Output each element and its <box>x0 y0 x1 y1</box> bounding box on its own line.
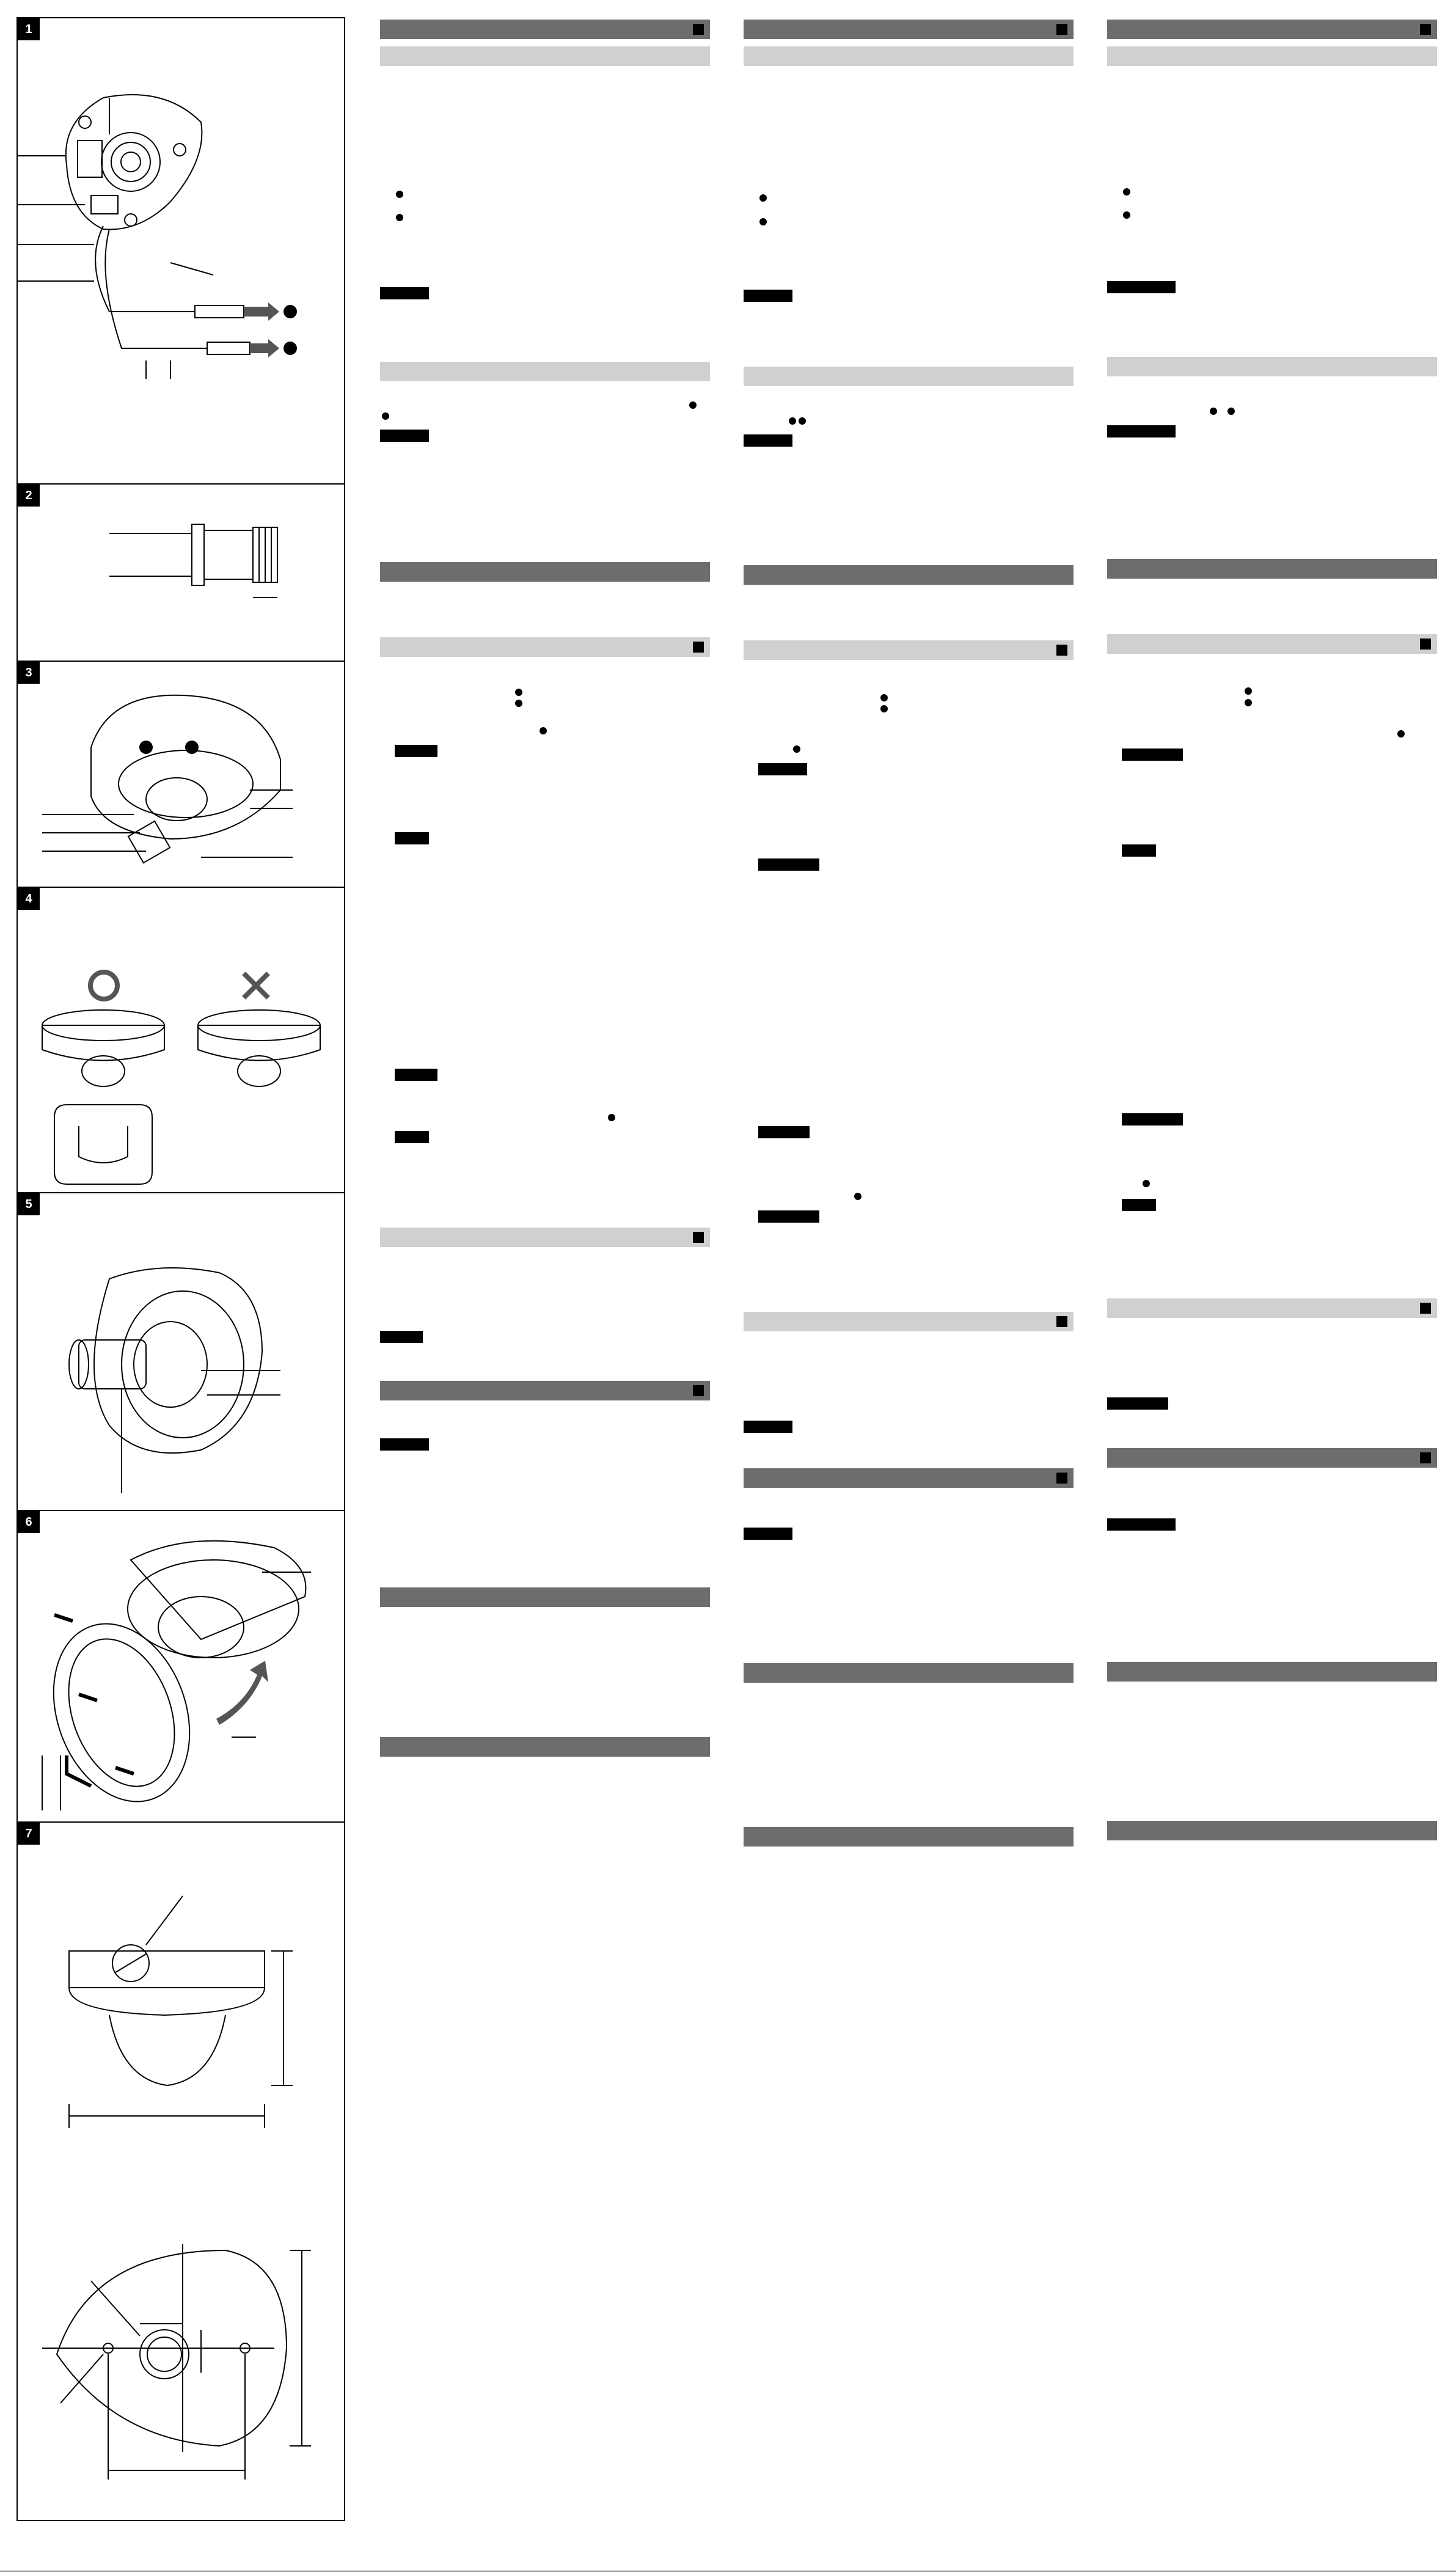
subsection-bar <box>380 637 710 657</box>
section-marker <box>1056 645 1067 656</box>
section-header-bar <box>1107 1821 1437 1840</box>
section-marker <box>1056 1316 1067 1327</box>
dimensions-drawing <box>18 1823 344 2520</box>
note-label <box>758 1210 819 1223</box>
figure-panel-3 <box>18 662 344 888</box>
note-label <box>1107 425 1176 437</box>
section-header-bar <box>380 1737 710 1757</box>
figure-number-6: 6 <box>18 1511 40 1533</box>
arrow-right-icon <box>250 339 279 357</box>
bullet <box>1397 730 1405 737</box>
section-marker <box>693 1232 704 1243</box>
subsection-bar <box>744 1312 1074 1331</box>
subsection-bar <box>380 1228 710 1247</box>
note-label <box>380 430 429 442</box>
note-label <box>1122 1199 1156 1211</box>
figure-number-3: 3 <box>18 662 40 684</box>
text-column-3 <box>1107 0 1437 1894</box>
bullet <box>1227 408 1235 415</box>
bullet <box>1123 211 1130 219</box>
bullet <box>382 412 389 420</box>
note-label <box>1122 748 1183 761</box>
cross-ng-icon <box>244 973 268 998</box>
section-header-bar <box>744 1468 1074 1488</box>
section-header-bar <box>744 20 1074 39</box>
lens-focus-drawing <box>18 1193 344 1511</box>
subsection-bar <box>744 367 1074 386</box>
note-label <box>758 763 807 775</box>
note-label <box>1122 1113 1183 1125</box>
bullet <box>1245 687 1252 695</box>
subsection-bar <box>1107 357 1437 376</box>
note-label <box>1122 844 1156 857</box>
bullet <box>608 1114 615 1121</box>
section-header-bar <box>744 1663 1074 1683</box>
subsection-bar <box>1107 634 1437 654</box>
bullet <box>880 705 888 712</box>
bullet <box>1245 699 1252 706</box>
section-header-bar <box>380 562 710 582</box>
text-column-2 <box>744 0 1074 1894</box>
section-marker <box>1420 24 1431 35</box>
note-label <box>380 1331 423 1343</box>
figure-number-1: 1 <box>18 18 40 40</box>
section-marker <box>1420 1452 1431 1463</box>
arrow-right-icon <box>244 302 279 321</box>
figure-column <box>16 17 345 2521</box>
section-header-bar <box>1107 20 1437 39</box>
camera-internal-adjustment-drawing <box>18 662 344 888</box>
note-label <box>744 434 792 447</box>
section-header-bar <box>380 20 710 39</box>
section-marker <box>693 642 704 653</box>
bullet <box>515 700 522 707</box>
note-label <box>758 1126 810 1138</box>
subsection-bar <box>1107 1298 1437 1318</box>
text-column-1 <box>380 0 710 1894</box>
subsection-bar <box>744 46 1074 66</box>
camera-rear-wiring-drawing <box>18 18 344 485</box>
bullet <box>759 218 767 225</box>
section-header-bar <box>744 565 1074 585</box>
figure-panel-5 <box>18 1193 344 1511</box>
section-marker <box>1056 24 1067 35</box>
note-label <box>1107 281 1176 293</box>
note-label <box>395 1069 437 1081</box>
figure-number-2: 2 <box>18 485 40 507</box>
note-label <box>395 1131 429 1143</box>
bullet <box>396 214 403 221</box>
section-header-bar <box>380 1381 710 1400</box>
section-header-bar <box>744 1827 1074 1846</box>
note-label <box>395 745 437 757</box>
section-header-bar <box>1107 1448 1437 1468</box>
bullet <box>1210 408 1217 415</box>
figure-number-4: 4 <box>18 888 40 910</box>
bullet <box>689 401 697 409</box>
mount-adapter-drawing <box>18 485 344 662</box>
page-bottom-rule <box>0 2571 1456 2572</box>
bullet <box>396 191 403 198</box>
bullet <box>854 1193 862 1200</box>
dome-cover-removal-drawing <box>18 1511 344 1823</box>
subsection-bar <box>380 362 710 381</box>
bullet <box>759 194 767 202</box>
note-label <box>758 858 819 871</box>
figure-panel-4 <box>18 888 344 1193</box>
figure-number-5: 5 <box>18 1193 40 1215</box>
note-label <box>380 1438 429 1451</box>
figure-panel-1 <box>18 18 344 485</box>
bullet <box>540 727 547 734</box>
section-header-bar <box>380 1587 710 1607</box>
bullet <box>1123 188 1130 196</box>
note-label <box>1107 1397 1168 1410</box>
bullet <box>515 689 522 696</box>
figure-panel-2 <box>18 485 344 662</box>
bullet <box>799 417 806 425</box>
section-header-bar <box>1107 559 1437 579</box>
note-label <box>744 290 792 302</box>
figure-panel-6 <box>18 1511 344 1823</box>
section-marker <box>1420 1303 1431 1314</box>
section-header-bar <box>1107 1662 1437 1682</box>
bullet <box>880 694 888 701</box>
bullet <box>1143 1180 1150 1187</box>
subsection-bar <box>744 640 1074 660</box>
circle-ok-icon <box>90 972 117 999</box>
section-marker <box>1056 1473 1067 1484</box>
section-marker <box>693 24 704 35</box>
note-label <box>395 832 429 844</box>
figure-number-7: 7 <box>18 1823 40 1845</box>
figure-panel-7 <box>18 1823 344 2520</box>
note-label <box>380 287 429 299</box>
subsection-bar <box>1107 46 1437 66</box>
bullet <box>793 745 800 753</box>
bullet <box>789 417 796 425</box>
section-marker <box>1420 639 1431 650</box>
note-label <box>744 1528 792 1540</box>
subsection-bar <box>380 46 710 66</box>
section-marker <box>693 1385 704 1396</box>
note-label <box>744 1421 792 1433</box>
note-label <box>1107 1518 1176 1531</box>
correct-incorrect-lens-drawing <box>18 888 344 1193</box>
